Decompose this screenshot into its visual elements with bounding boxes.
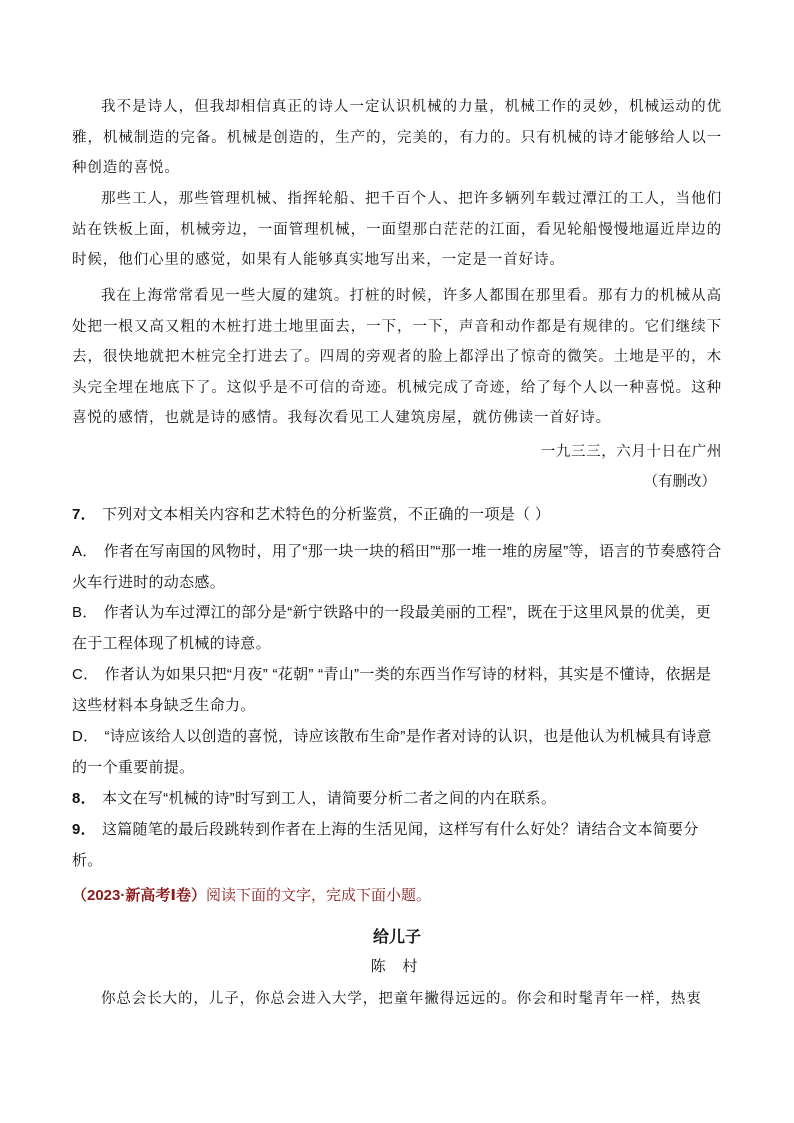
- passage-paragraph-2: 那些工人，那些管理机械、指挥轮船、把千百个人、把许多辆列车载过潭江的工人，当他们站在铁板上面，机械旁边，一面管理机械，一面望那白茫茫的江面，看见轮船慢慢地逼近岸边的时候，他们心里的感觉，如果有人能够真实地写出来，一定是一首好诗。: [72, 191, 722, 268]
- option-b-letter: B．: [72, 604, 98, 621]
- question-7-number: 7．: [72, 506, 96, 523]
- question-8-text: 本文在写“机械的诗”时写到工人，请简要分析二者之间的内在联系。: [101, 790, 557, 807]
- option-a-letter: A．: [72, 543, 98, 560]
- option-a: [72, 537, 722, 598]
- author-name: 陈 村: [370, 957, 424, 975]
- source-tag: （2023·新高考Ⅰ卷）: [72, 887, 206, 904]
- next-passage-first-line: 你总会长大的，儿子，你总会进入大学，把童年撇得远远的。你会和时髦青年一样，热衷: [101, 991, 702, 1007]
- poem-title: 给儿子: [372, 929, 421, 946]
- option-c-text: 作者认为如果只把“月夜” “花朝” “青山”一类的东西当作写诗的材料，其实是不懂诗，依据是这些材料本身缺乏生命力。: [72, 666, 712, 714]
- option-d: [72, 722, 722, 783]
- question-7-text: 下列对文本相关内容和艺术特色的分析鉴赏，不正确的一项是（ ）: [101, 506, 551, 523]
- option-d-letter: D．: [72, 728, 99, 745]
- revision-note: （有删改）: [643, 474, 716, 490]
- option-c-letter: C．: [72, 666, 99, 683]
- source-instruction: 阅读下面的文字，完成下面小题。: [205, 887, 431, 904]
- question-9-number: 9．: [72, 821, 96, 838]
- option-b: [72, 598, 722, 659]
- question-8: [72, 784, 722, 815]
- date-line: 一九三三，六月十日在广州: [540, 444, 722, 460]
- passage-paragraph-3: 我在上海常常看见一些大厦的建筑。打桩的时候，许多人都围在那里看。那有力的机械从高处把一根又高又粗的木桩打进土地里面去，一下，一下，声音和动作都是有规律的。它们继续下去，很快地就把木桩完全打进去了。四周的旁观者的脸上都浮出了惊奇的微笑。土地是平的，木头完全埋在地底下了。这似乎是不可信的奇迹。机械完成了奇迹，给了每个人以一种喜悦。这种喜悦的感情，也就是诗的感情。我每次看见工人建筑房屋，就仿佛读一首好诗。: [72, 288, 722, 426]
- option-d-text: “诗应该给人以创造的喜悦，诗应该散布生命”是作者对诗的认识，也是他认为机械具有诗意的一个重要前提。: [72, 728, 712, 776]
- option-b-text: 作者认为车过潭江的部分是“新宁铁路中的一段最美丽的工程”，既在于这里风景的优美，更在于工程体现了机械的诗意。: [72, 604, 711, 652]
- question-7-stem: [72, 500, 722, 531]
- question-8-number: 8．: [72, 790, 96, 807]
- option-c: [72, 660, 722, 721]
- source-line: [72, 884, 431, 905]
- passage-paragraph-1: 我不是诗人，但我却相信真正的诗人一定认识机械的力量，机械工作的灵妙，机械运动的优雅，机械制造的完备。机械是创造的，生产的，完美的，有力的。只有机械的诗才能够给人以一种创造的喜悦。: [72, 99, 722, 176]
- option-a-text: 作者在写南国的风物时，用了“那一块一块的稻田”“那一堆一堆的房屋”等，语言的节奏感符合火车行进时的动态感。: [72, 543, 722, 591]
- question-9: [72, 815, 722, 876]
- question-9-text: 这篇随笔的最后段跳转到作者在上海的生活见闻，这样写有什么好处？请结合文本简要分析。: [72, 821, 699, 869]
